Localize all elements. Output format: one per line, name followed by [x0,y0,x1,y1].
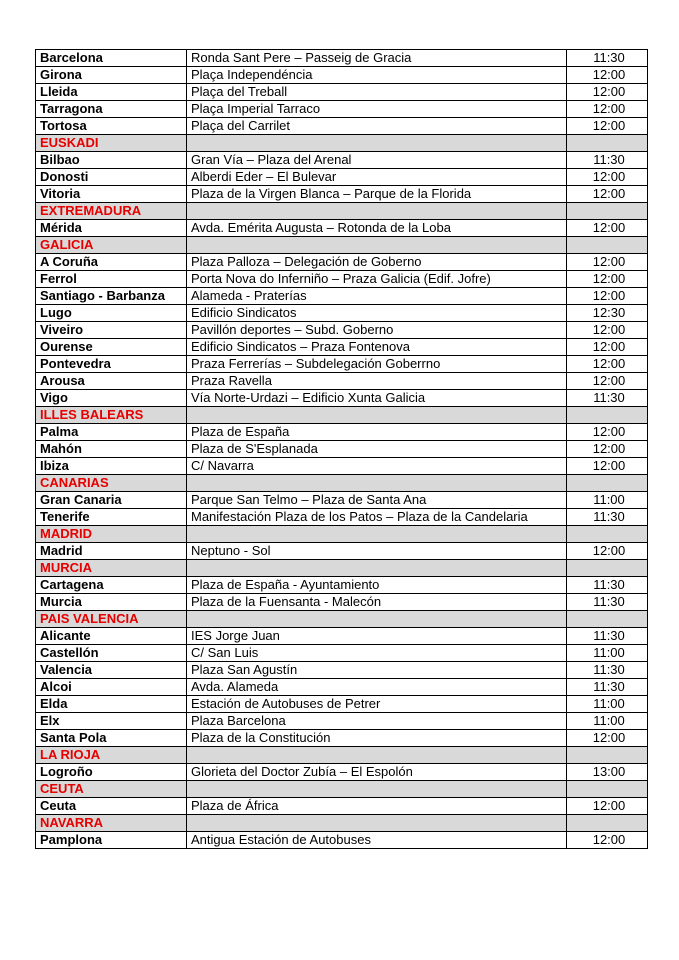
region-empty-cell [187,526,567,543]
table-row [36,288,648,305]
city-cell: Palma [36,424,187,441]
region-empty-cell [567,203,648,220]
time-cell: 11:00 [567,713,648,730]
location-cell: Alameda - Praterías [187,288,567,305]
region-empty-cell [567,475,648,492]
table-row [36,271,648,288]
time-cell: 12:00 [567,373,648,390]
region-empty-cell [187,475,567,492]
table-row [36,662,648,679]
location-cell: Neptuno - Sol [187,543,567,560]
city-cell: Gran Canaria [36,492,187,509]
table-row [36,577,648,594]
city-cell: Tarragona [36,101,187,118]
time-cell: 12:30 [567,305,648,322]
city-cell: Vitoria [36,186,187,203]
table-row [36,339,648,356]
region-empty-cell [567,611,648,628]
region-empty-cell [187,237,567,254]
region-empty-cell [567,526,648,543]
table-row [36,594,648,611]
region-empty-cell [187,135,567,152]
region-empty-cell [187,815,567,832]
location-cell: Plaça del Carrilet [187,118,567,135]
time-cell: 12:00 [567,322,648,339]
region-name: PAIS VALENCIA [36,611,187,628]
table-row [36,84,648,101]
location-cell: IES Jorge Juan [187,628,567,645]
time-cell: 12:00 [567,271,648,288]
city-cell: Girona [36,67,187,84]
city-cell: Castellón [36,645,187,662]
time-cell: 12:00 [567,441,648,458]
location-cell: Plaza de la Constitución [187,730,567,747]
location-cell: Avda. Emérita Augusta – Rotonda de la Loba [187,220,567,237]
city-cell: Viveiro [36,322,187,339]
location-cell: Plaza de África [187,798,567,815]
table-row [36,254,648,271]
region-empty-cell [567,560,648,577]
region-name: EUSKADI [36,135,187,152]
table-row [36,458,648,475]
time-cell: 12:00 [567,356,648,373]
location-cell: Estación de Autobuses de Petrer [187,696,567,713]
time-cell: 12:00 [567,339,648,356]
city-cell: Mahón [36,441,187,458]
time-cell: 12:00 [567,186,648,203]
location-cell: Antigua Estación de Autobuses [187,832,567,849]
table-row [36,118,648,135]
schedule-table [35,49,648,849]
time-cell: 11:00 [567,696,648,713]
city-cell: Bilbao [36,152,187,169]
time-cell: 11:30 [567,390,648,407]
region-header-row [36,611,648,628]
table-row [36,730,648,747]
region-empty-cell [187,560,567,577]
location-cell: Plaza de la Fuensanta - Malecón [187,594,567,611]
time-cell: 11:30 [567,628,648,645]
region-empty-cell [567,815,648,832]
city-cell: Ferrol [36,271,187,288]
time-cell: 12:00 [567,67,648,84]
location-cell: Pavillón deportes – Subd. Goberno [187,322,567,339]
region-header-row [36,526,648,543]
city-cell: A Coruña [36,254,187,271]
region-empty-cell [567,747,648,764]
table-row [36,186,648,203]
location-cell: Plaza San Agustín [187,662,567,679]
region-empty-cell [187,203,567,220]
region-header-row [36,560,648,577]
city-cell: Mérida [36,220,187,237]
region-header-row [36,747,648,764]
city-cell: Ceuta [36,798,187,815]
city-cell: Arousa [36,373,187,390]
time-cell: 11:00 [567,645,648,662]
city-cell: Alcoi [36,679,187,696]
city-cell: Logroño [36,764,187,781]
region-header-row [36,237,648,254]
location-cell: Vía Norte-Urdazi – Edificio Xunta Galicia [187,390,567,407]
location-cell: C/ Navarra [187,458,567,475]
city-cell: Pontevedra [36,356,187,373]
location-cell: Praza Ferrerías – Subdelegación Goberrno [187,356,567,373]
region-empty-cell [567,237,648,254]
time-cell: 12:00 [567,458,648,475]
location-cell: Edificio Sindicatos [187,305,567,322]
region-name: NAVARRA [36,815,187,832]
time-cell: 11:30 [567,594,648,611]
region-empty-cell [187,407,567,424]
location-cell: Plaça del Treball [187,84,567,101]
city-cell: Lleida [36,84,187,101]
region-empty-cell [567,407,648,424]
table-row [36,424,648,441]
location-cell: Plaza de S'Esplanada [187,441,567,458]
table-row [36,628,648,645]
city-cell: Pamplona [36,832,187,849]
region-header-row [36,407,648,424]
table-row [36,356,648,373]
city-cell: Madrid [36,543,187,560]
city-cell: Elx [36,713,187,730]
table-row [36,832,648,849]
region-name: MADRID [36,526,187,543]
time-cell: 12:00 [567,169,648,186]
table-row [36,645,648,662]
location-cell: Plaza de España - Ayuntamiento [187,577,567,594]
region-header-row [36,475,648,492]
table-row [36,101,648,118]
city-cell: Vigo [36,390,187,407]
region-name: EXTREMADURA [36,203,187,220]
city-cell: Elda [36,696,187,713]
time-cell: 12:00 [567,832,648,849]
time-cell: 12:00 [567,254,648,271]
time-cell: 12:00 [567,84,648,101]
table-row [36,679,648,696]
location-cell: Avda. Alameda [187,679,567,696]
time-cell: 11:30 [567,577,648,594]
time-cell: 12:00 [567,730,648,747]
region-header-row [36,815,648,832]
table-row [36,696,648,713]
location-cell: Plaça Independéncia [187,67,567,84]
table-row [36,373,648,390]
table-row [36,67,648,84]
region-name: CEUTA [36,781,187,798]
table-row [36,390,648,407]
region-empty-cell [187,747,567,764]
time-cell: 11:30 [567,50,648,67]
city-cell: Alicante [36,628,187,645]
location-cell: Ronda Sant Pere – Passeig de Gracia [187,50,567,67]
city-cell: Tenerife [36,509,187,526]
time-cell: 11:30 [567,152,648,169]
table-row [36,50,648,67]
city-cell: Santiago - Barbanza [36,288,187,305]
region-header-row [36,135,648,152]
time-cell: 12:00 [567,118,648,135]
time-cell: 11:00 [567,492,648,509]
city-cell: Ibiza [36,458,187,475]
time-cell: 12:00 [567,220,648,237]
city-cell: Tortosa [36,118,187,135]
table-row [36,764,648,781]
location-cell: Plaza Palloza – Delegación de Goberno [187,254,567,271]
table-row [36,169,648,186]
time-cell: 13:00 [567,764,648,781]
region-name: LA RIOJA [36,747,187,764]
table-row [36,441,648,458]
location-cell: Alberdi Eder – El Bulevar [187,169,567,186]
region-empty-cell [567,135,648,152]
time-cell: 12:00 [567,798,648,815]
region-header-row [36,203,648,220]
city-cell: Murcia [36,594,187,611]
city-cell: Donosti [36,169,187,186]
table-row [36,152,648,169]
table-row [36,305,648,322]
location-cell: Plaza de España [187,424,567,441]
table-row [36,492,648,509]
table-row [36,509,648,526]
city-cell: Ourense [36,339,187,356]
table-row [36,322,648,339]
location-cell: C/ San Luis [187,645,567,662]
city-cell: Cartagena [36,577,187,594]
time-cell: 11:30 [567,679,648,696]
city-cell: Lugo [36,305,187,322]
table-row [36,220,648,237]
location-cell: Praza Ravella [187,373,567,390]
time-cell: 12:00 [567,424,648,441]
location-cell: Plaça Imperial Tarraco [187,101,567,118]
location-cell: Glorieta del Doctor Zubía – El Espolón [187,764,567,781]
schedule-body [36,50,648,849]
city-cell: Valencia [36,662,187,679]
time-cell: 12:00 [567,101,648,118]
location-cell: Edificio Sindicatos – Praza Fontenova [187,339,567,356]
table-row [36,543,648,560]
time-cell: 11:30 [567,662,648,679]
table-row [36,713,648,730]
time-cell: 12:00 [567,288,648,305]
location-cell: Manifestación Plaza de los Patos – Plaza de la Candelaria [187,509,567,526]
region-empty-cell [187,611,567,628]
region-name: GALICIA [36,237,187,254]
location-cell: Parque San Telmo – Plaza de Santa Ana [187,492,567,509]
city-cell: Barcelona [36,50,187,67]
time-cell: 11:30 [567,509,648,526]
region-empty-cell [187,781,567,798]
location-cell: Porta Nova do Inferniño – Praza Galicia (Edif. Jofre) [187,271,567,288]
location-cell: Plaza de la Virgen Blanca – Parque de la Florida [187,186,567,203]
region-header-row [36,781,648,798]
region-name: CANARIAS [36,475,187,492]
region-name: MURCIA [36,560,187,577]
table-row [36,798,648,815]
location-cell: Gran Vía – Plaza del Arenal [187,152,567,169]
region-name: ILLES BALEARS [36,407,187,424]
city-cell: Santa Pola [36,730,187,747]
time-cell: 12:00 [567,543,648,560]
location-cell: Plaza Barcelona [187,713,567,730]
region-empty-cell [567,781,648,798]
